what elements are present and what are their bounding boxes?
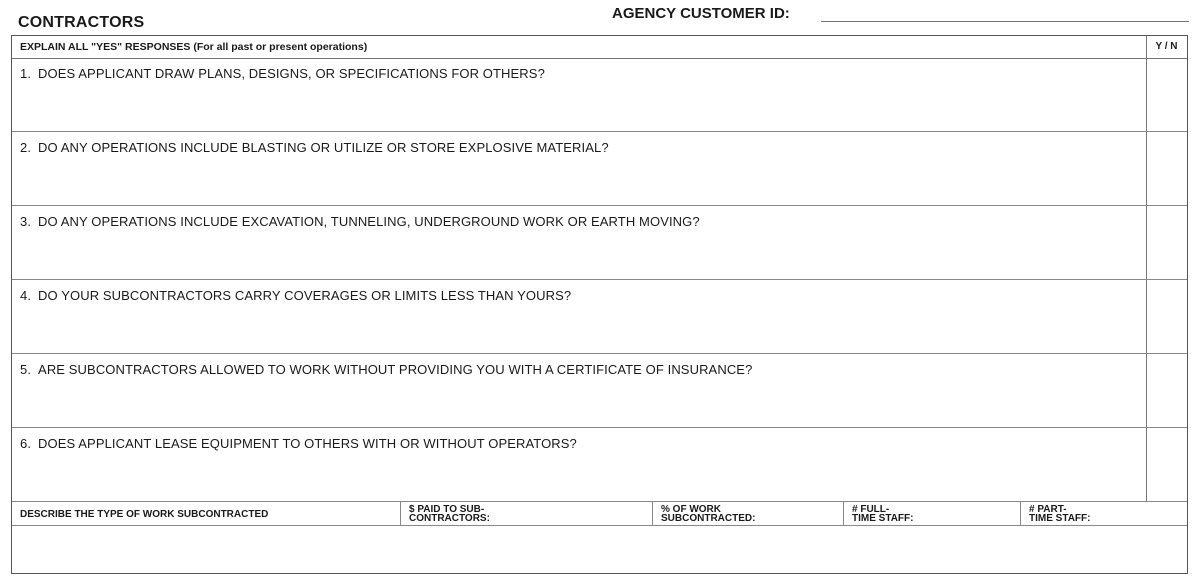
agency-customer-id-field[interactable] — [821, 21, 1189, 22]
question-row-5[interactable] — [12, 354, 1187, 428]
question-row-3[interactable] — [12, 206, 1187, 280]
part-time-staff-field[interactable]: # PART- TIME STAFF: — [1020, 502, 1187, 526]
percent-subcontracted-field[interactable]: % OF WORK SUBCONTRACTED: — [652, 502, 843, 526]
question-text: 6. DOES APPLICANT LEASE EQUIPMENT TO OTHERS WITH OR WITHOUT OPERATORS? — [20, 436, 577, 451]
question-row-4[interactable] — [12, 280, 1187, 354]
question-row-1[interactable] — [12, 58, 1187, 132]
question-text: 5. ARE SUBCONTRACTORS ALLOWED TO WORK WITHOUT PROVIDING YOU WITH A CERTIFICATE OF INSURANCE? — [20, 362, 753, 377]
section-title: CONTRACTORS — [18, 14, 145, 31]
describe-work-label: DESCRIBE THE TYPE OF WORK SUBCONTRACTED — [20, 509, 269, 520]
explain-instruction: EXPLAIN ALL "YES" RESPONSES (For all past or present operations) — [20, 41, 368, 53]
question-text: 2. DO ANY OPERATIONS INCLUDE BLASTING OR UTILIZE OR STORE EXPLOSIVE MATERIAL? — [20, 140, 609, 155]
question-text: 1. DOES APPLICANT DRAW PLANS, DESIGNS, OR SPECIFICATIONS FOR OTHERS? — [20, 66, 545, 81]
subcontracted-work-description-area[interactable] — [12, 526, 1187, 573]
subcontract-header-row — [12, 502, 1187, 526]
question-row-2[interactable] — [12, 132, 1187, 206]
agency-customer-id-label: AGENCY CUSTOMER ID: — [612, 5, 790, 22]
paid-to-subcontractors-field[interactable]: $ PAID TO SUB- CONTRACTORS: — [400, 502, 652, 526]
contractors-form — [11, 35, 1188, 574]
question-row-6[interactable] — [12, 428, 1187, 502]
table-header — [12, 36, 1187, 59]
yn-column-header: Y / N — [1155, 41, 1178, 52]
question-text: 3. DO ANY OPERATIONS INCLUDE EXCAVATION, TUNNELING, UNDERGROUND WORK OR EARTH MOVING? — [20, 214, 700, 229]
full-time-staff-field[interactable]: # FULL- TIME STAFF: — [843, 502, 1020, 526]
question-text: 4. DO YOUR SUBCONTRACTORS CARRY COVERAGES OR LIMITS LESS THAN YOURS? — [20, 288, 572, 303]
